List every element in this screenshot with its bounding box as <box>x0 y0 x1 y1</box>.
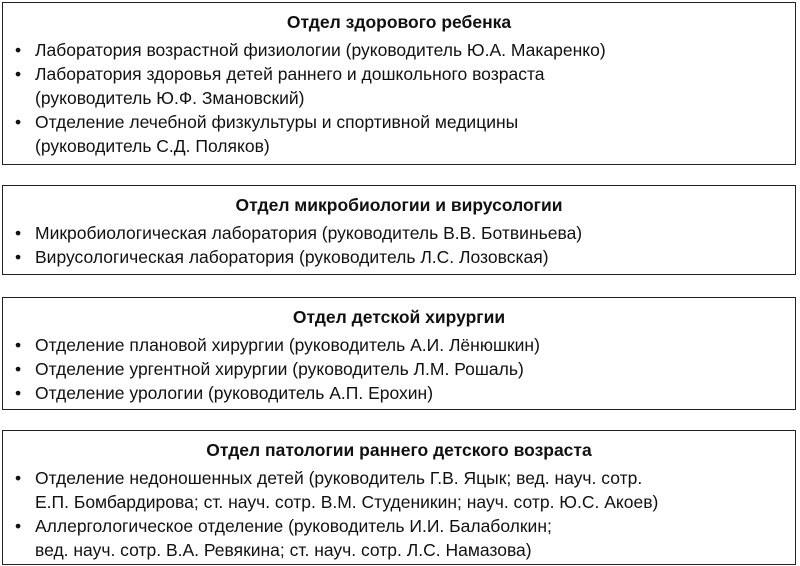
bullet-icon: • <box>15 516 22 536</box>
section-list <box>3 221 795 269</box>
list-item <box>15 514 787 562</box>
item-line: Отделение плановой хирургии (руководитель А.И. Лёнюшкин) <box>35 335 540 355</box>
list-item <box>15 466 787 514</box>
list-item <box>15 221 787 245</box>
item-line: (руководитель С.Д. Поляков) <box>35 136 270 156</box>
list-item <box>15 62 787 110</box>
section-list <box>3 333 795 405</box>
section-microbiology <box>2 185 796 275</box>
bullet-icon: • <box>15 359 22 379</box>
bullet-icon: • <box>15 64 22 84</box>
item-line: Лаборатория здоровья детей раннего и дошкольного возраста <box>35 64 545 84</box>
item-line: Аллергологическое отделение (руководитель И.И. Балаболкин; <box>35 516 552 536</box>
section-title: Отдел микробиологии и вирусологии <box>235 195 563 215</box>
item-line: (руководитель Ю.Ф. Змановский) <box>35 88 305 108</box>
list-item <box>15 38 787 62</box>
section-early-childhood-pathology <box>2 430 796 565</box>
item-line: Отделение недоношенных детей (руководитель Г.В. Яцык; вед. науч. сотр. <box>35 468 643 488</box>
item-line: Лаборатория возрастной физиологии (руководитель Ю.А. Макаренко) <box>35 40 606 60</box>
item-line: Микробиологическая лаборатория (руководитель В.В. Ботвиньева) <box>35 223 583 243</box>
list-item <box>15 245 787 269</box>
item-line: Отделение урологии (руководитель А.П. Ерохин) <box>35 383 434 403</box>
section-list <box>3 38 795 158</box>
section-title: Отдел детской хирургии <box>292 307 506 327</box>
bullet-icon: • <box>15 247 22 267</box>
list-item <box>15 381 787 405</box>
section-title: Отдел здорового ребенка <box>286 12 512 32</box>
list-item <box>15 333 787 357</box>
section-list <box>3 466 795 562</box>
item-line: Отделение лечебной физкультуры и спортивной медицины <box>35 112 519 132</box>
bullet-icon: • <box>15 468 22 488</box>
item-line: Вирусологическая лаборатория (руководитель Л.С. Лозовская) <box>35 247 549 267</box>
item-line: вед. науч. сотр. В.А. Ревякина; ст. науч. сотр. Л.С. Намазова) <box>35 540 532 560</box>
item-line: Е.П. Бомбардирова; ст. науч. сотр. В.М. Студеникин; науч. сотр. Ю.С. Акоев) <box>35 492 659 512</box>
section-healthy-child <box>2 2 796 165</box>
section-title: Отдел патологии раннего детского возраста <box>206 440 592 460</box>
bullet-icon: • <box>15 335 22 355</box>
bullet-icon: • <box>15 223 22 243</box>
bullet-icon: • <box>15 112 22 132</box>
bullet-icon: • <box>15 40 22 60</box>
item-line: Отделение ургентной хирургии (руководитель Л.М. Рошаль) <box>35 359 524 379</box>
section-pediatric-surgery <box>2 297 796 410</box>
list-item <box>15 357 787 381</box>
bullet-icon: • <box>15 383 22 403</box>
list-item <box>15 110 787 158</box>
